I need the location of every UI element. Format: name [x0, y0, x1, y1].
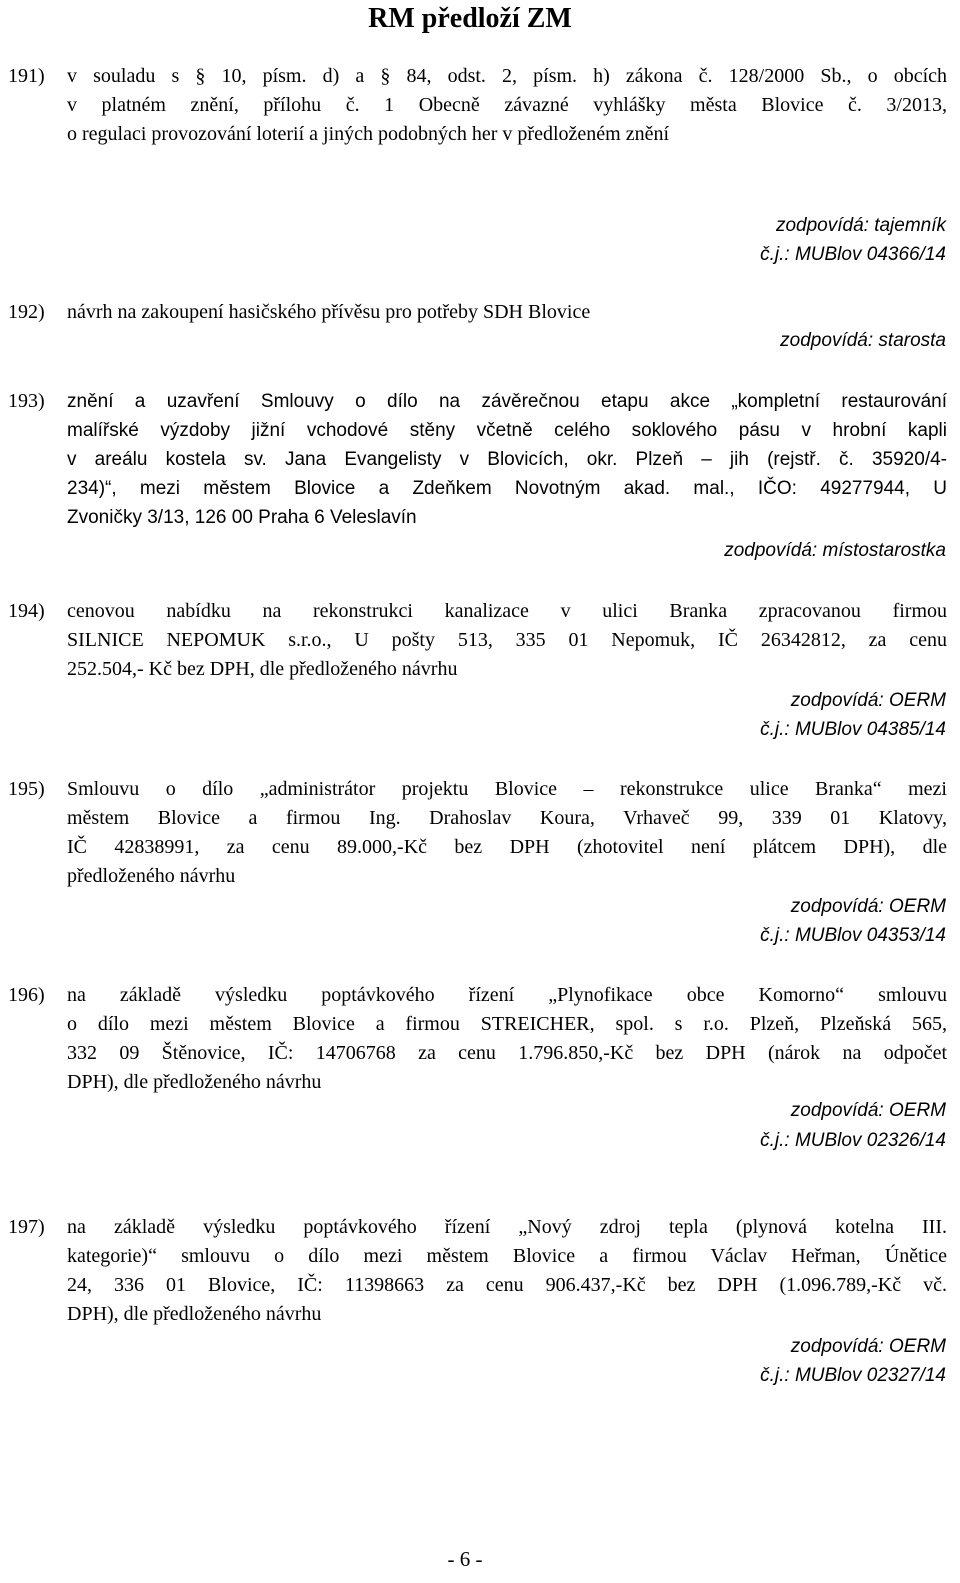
reference-number: č.j.: MUBlov 02327/14	[760, 1365, 946, 1386]
item-text-line: DPH), dle předloženého návrhu	[67, 1071, 322, 1093]
item-text-line: v areálu kostela sv. Jana Evangelisty v Blovicích, okr. Plzeň – jih (rejstř. č. 35920/4-	[67, 449, 947, 470]
item-text-line: v platném znění, přílohu č. 1 Obecně závazné vyhlášky města Blovice č. 3/2013,	[67, 94, 947, 116]
item-text-line: Smlouvu o dílo „administrátor projektu Blovice – rekonstrukce ulice Branka“ mezi	[67, 778, 947, 800]
item-text	[67, 597, 947, 684]
item-number: 196)	[8, 984, 45, 1006]
item-text	[67, 62, 947, 149]
item-number: 195)	[8, 778, 45, 800]
item-number: 197)	[8, 1216, 45, 1238]
responsible-label: zodpovídá: OERM	[790, 896, 946, 917]
responsible-label: zodpovídá: místostarostka	[724, 540, 946, 561]
item-text-line: znění a uzavření Smlouvy o dílo na závěrečnou etapu akce „kompletní restaurování	[67, 391, 947, 412]
item-text-line: předloženého návrhu	[67, 865, 236, 887]
item-text-line: o regulaci provozování loterií a jiných podobných her v předloženém znění	[67, 123, 670, 145]
item-text-line: o dílo mezi městem Blovice a firmou STREICHER, spol. s r.o. Plzeň, Plzeňská 565,	[67, 1013, 947, 1035]
page-number: - 6 -	[447, 1547, 483, 1571]
responsible-label: zodpovídá: OERM	[790, 1100, 946, 1121]
item-text-line: Zvoničky 3/13, 126 00 Praha 6 Veleslavín	[67, 507, 417, 528]
item-text-line: malířské výzdoby jižní vchodové stěny včetně celého soklového pásu v hrobní kapli	[67, 420, 947, 441]
responsible-label: zodpovídá: starosta	[780, 330, 946, 351]
responsible-label: zodpovídá: tajemník	[775, 215, 946, 236]
item-number: 191)	[8, 65, 45, 87]
responsible-label: zodpovídá: OERM	[790, 1336, 946, 1357]
item-text	[67, 775, 947, 891]
item-number: 193)	[8, 390, 45, 412]
item-text-line: 234)“, mezi městem Blovice a Zdeňkem Novotným akad. mal., IČO: 49277944, U	[67, 478, 947, 499]
reference-number: č.j.: MUBlov 04366/14	[760, 244, 946, 265]
item-text-line: SILNICE NEPOMUK s.r.o., U pošty 513, 335 01 Nepomuk, IČ 26342812, za cenu	[67, 629, 947, 651]
item-text-line: IČ 42838991, za cenu 89.000,-Kč bez DPH (zhotovitel není plátcem DPH), dle	[67, 836, 947, 858]
item-text	[67, 1213, 947, 1329]
page-title: RM předloží ZM	[368, 3, 572, 34]
reference-number: č.j.: MUBlov 02326/14	[760, 1130, 946, 1151]
item-text	[67, 298, 947, 327]
item-text-line: návrh na zakoupení hasičského přívěsu pro potřeby SDH Blovice	[67, 301, 591, 323]
item-text-line: v souladu s § 10, písm. d) a § 84, odst. 2, písm. h) zákona č. 128/2000 Sb., o obcích	[67, 65, 947, 87]
item-text-line: na základě výsledku poptávkového řízení „Nový zdroj tepla (plynová kotelna III.	[67, 1216, 947, 1238]
reference-number: č.j.: MUBlov 04353/14	[760, 925, 946, 946]
item-text-line: 332 09 Štěnovice, IČ: 14706768 za cenu 1.796.850,-Kč bez DPH (nárok na odpočet	[67, 1042, 947, 1064]
item-number: 194)	[8, 600, 45, 622]
item-text-line: 24, 336 01 Blovice, IČ: 11398663 za cenu 906.437,-Kč bez DPH (1.096.789,-Kč vč.	[67, 1274, 947, 1296]
item-number: 192)	[8, 301, 45, 323]
item-text-line: DPH), dle předloženého návrhu	[67, 1303, 322, 1325]
reference-number: č.j.: MUBlov 04385/14	[760, 719, 946, 740]
item-text-line: městem Blovice a firmou Ing. Drahoslav Koura, Vrhaveč 99, 339 01 Klatovy,	[67, 807, 947, 829]
item-text-line: 252.504,- Kč bez DPH, dle předloženého návrhu	[67, 658, 458, 680]
item-text	[67, 981, 947, 1097]
responsible-label: zodpovídá: OERM	[790, 690, 946, 711]
item-text-line: na základě výsledku poptávkového řízení „Plynofikace obce Komorno“ smlouvu	[67, 984, 947, 1006]
item-text-line: kategorie)“ smlouvu o dílo mezi městem Blovice a firmou Václav Heřman, Únětice	[67, 1245, 947, 1267]
item-text	[67, 387, 947, 532]
item-text-line: cenovou nabídku na rekonstrukci kanalizace v ulici Branka zpracovanou firmou	[67, 600, 947, 622]
